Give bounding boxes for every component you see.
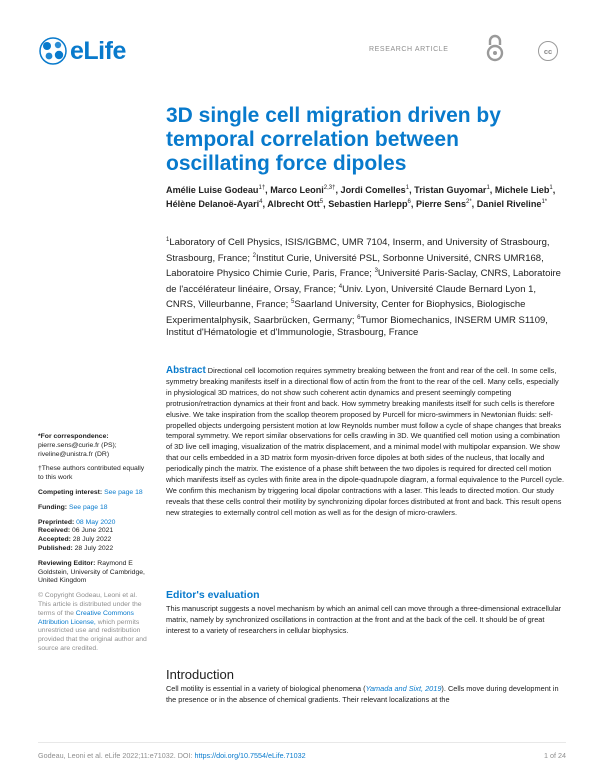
elife-logo-icon <box>38 36 68 66</box>
affiliation-text: Institut Curie, Université PSL, Sorbonne Université, CNRS UMR168, Laboratoire Physico Chimie Curie, Paris, France; <box>166 252 544 280</box>
author-name[interactable]: Daniel Riveline <box>476 198 542 209</box>
author-name[interactable]: Hélène Delanoë-Ayari <box>166 198 260 209</box>
preprinted-label: Preprinted: <box>38 518 75 526</box>
dates <box>38 519 150 554</box>
copyright-post: which permits unrestricted use and redistribution provided that the original author and source are credited. <box>38 618 147 652</box>
author-name[interactable]: Marco Leoni <box>270 185 324 196</box>
funding <box>38 504 150 513</box>
author-affiliation-marker: 1† <box>258 185 266 191</box>
reviewing-label: Reviewing Editor: <box>38 559 96 567</box>
competing-interest <box>38 489 150 498</box>
intro-text-post: ). Cells move during development in the presence or in the absence of chemical gradients. Their relevant localizations at the <box>166 684 559 704</box>
correspondence <box>38 433 150 459</box>
editors-evaluation-text: This manuscript suggests a novel mechanism by which an animal cell can move through a three-dimensional extracellular matrix, namely by synchronized oscillations in contraction at the front and at the back of the cell. It should be of great interest to a variety of researchers in cellular biophysics. <box>166 604 562 635</box>
abstract <box>166 366 564 519</box>
author-name[interactable]: Michele Lieb <box>494 185 550 196</box>
intro-citation-link[interactable]: Yamada and Sixt, 2019 <box>365 684 442 693</box>
equal-contribution-note: †These authors contributed equally to this work <box>38 465 145 482</box>
affiliation-text: Tumor Biomechanics, INSERM UMR S1109, Institut d'Hématologie et d'Immunologie, Strasbourg, France <box>166 314 548 339</box>
open-access-icon[interactable] <box>484 33 506 63</box>
reviewing-editor <box>38 560 150 586</box>
copyright <box>38 592 150 654</box>
author-affiliation-marker: 2,3† <box>323 185 336 191</box>
affiliations <box>166 234 561 340</box>
published-date: 28 July 2022 <box>74 544 114 552</box>
elife-logo[interactable] <box>38 36 126 66</box>
author-name[interactable]: Sebastien Harlepp <box>328 198 408 209</box>
affiliation-marker: 2 <box>252 252 256 259</box>
article-sidebar <box>38 433 150 660</box>
accepted-label: Accepted: <box>38 536 71 544</box>
introduction-heading: Introduction <box>166 667 234 682</box>
author-name[interactable]: Jordi Comelles <box>340 185 406 196</box>
competing-link[interactable]: See page 18 <box>104 488 143 496</box>
preprinted-date[interactable]: 08 May 2020 <box>76 518 116 526</box>
creative-commons-icon[interactable]: cc <box>538 41 558 61</box>
author-affiliation-marker: 2* <box>466 198 472 205</box>
affiliation-marker: 4 <box>338 283 343 290</box>
affiliation-text: Université Paris-Saclay, CNRS, Laboratoire de l'accélérateur linéaire, Orsay, France; <box>166 268 561 295</box>
reviewing-value: Raymond E Goldstein, University of Cambridge, United Kingdom <box>38 559 145 585</box>
affiliation-marker: 5 <box>290 299 295 306</box>
correspondence-emails[interactable]: pierre.sens@curie.fr (PS); riveline@unistra.fr (DR) <box>38 441 117 458</box>
introduction-text <box>166 684 564 706</box>
author-name[interactable]: Pierre Sens <box>415 198 466 209</box>
author-affiliation-marker: 1* <box>541 198 548 205</box>
affiliation-marker: 1 <box>166 237 170 243</box>
author-affiliation-marker: 5 <box>319 198 324 205</box>
author-name[interactable]: Albrecht Ott <box>267 198 320 209</box>
funding-label: Funding: <box>38 503 68 511</box>
article-type: RESEARCH ARTICLE <box>369 46 449 53</box>
editors-evaluation-heading: Editor's evaluation <box>166 589 260 601</box>
affiliation-text: Univ. Lyon, Université Claude Bernard Lyon 1, CNRS, Villeurbanne, France; <box>166 283 537 311</box>
footer-doi-link[interactable]: https://doi.org/10.7554/eLife.71032 <box>194 751 306 760</box>
affiliation-marker: 3 <box>374 268 378 275</box>
intro-text-pre: Cell motility is essential in a variety of biological phenomena ( <box>166 684 366 693</box>
author-affiliation-marker: 1 <box>486 185 490 191</box>
affiliation-text: Saarland University, Center for Biophysics, Biologische Experimentalphysik, Saarbrücken, Germany; <box>166 299 526 326</box>
author-affiliation-marker: 1 <box>549 185 553 191</box>
author-name[interactable]: Amélie Luise Godeau <box>166 185 259 196</box>
author-name[interactable]: Tristan Guyomar <box>414 185 487 196</box>
page-footer <box>38 751 566 760</box>
author-affiliation-marker: 6 <box>407 198 411 205</box>
published-label: Published: <box>38 544 73 552</box>
competing-label: Competing interest: <box>38 488 103 496</box>
author-affiliation-marker: 4 <box>259 198 263 205</box>
affiliation-marker: 6 <box>357 314 361 321</box>
funding-link[interactable]: See page 18 <box>68 503 108 511</box>
copyright-pre: © Copyright Godeau, Leoni et al. This article is distributed under the terms of the <box>38 592 142 617</box>
affiliation-text: Laboratory of Cell Physics, ISIS/IGBMC, UMR 7104, Inserm, and University of Strasbourg, Strasbourg, France; <box>166 237 550 264</box>
correspondence-label: *For correspondence: <box>38 433 109 440</box>
header <box>0 0 600 80</box>
received-label: Received: <box>38 527 71 535</box>
footer-divider <box>38 742 566 743</box>
logo-text: eLife <box>70 36 126 65</box>
received-date: 06 June 2021 <box>72 527 114 535</box>
author-affiliation-marker: 1 <box>405 185 410 191</box>
page-number: 1 of 24 <box>544 751 566 760</box>
accepted-date: 28 July 2022 <box>72 536 112 544</box>
article-title: 3D single cell migration driven by temporal correlation between oscillating force dipoles <box>166 104 501 175</box>
abstract-label: Abstract <box>166 365 206 376</box>
abstract-text: Directional cell locomotion requires symmetry breaking between the front and rear of the cell. In some cells, symmetry breaking manifests itself in a directional flow of actin from the front to the rear of the cell. Many cells, especially in physiological 3D matrices, do not show such coherent actin dynamics and present seemingly competing protrusion/retraction dynamics at their front and back. How symmetry breaking manifests itself for such cells is therefore elusive. We take inspiration from the scallop theorem proposed by Purcell for micro-swimmers in Newtonian fluids: self-propelled objects undergoing persistent motion at low Reynolds number must follow a cycle of shape changes that breaks temporal symmetry. We report similar observations for cells crawling in 3D. We quantified cell motion using a combination of 3D live cell imaging, visualization of the matrix displacement, and a minimal model with multipolar expansion. We show that our cells embedded in a 3D matrix form myosin-driven force dipoles at both sides of the nucleus, that locally and periodically pinch the matrix. The existence of a phase shift between the two dipoles is required for directed cell motion which manifests itself as cycles with finite area in the dipole-quadrupole diagram, a formal equivalence to the Purcell cycle. We confirm this mechanism by triggering local dipolar contractions with a laser. This leads to directed motion. Our study reveals that these cells control their motility by synchronizing dipolar forces distributed at front and back. This result opens new strategies to externally control cell motion as well as for the design of micro-crawlers. <box>166 366 564 517</box>
footer-citation: Godeau, Leoni et al. eLife 2022;11:e71032. DOI: <box>38 751 195 760</box>
author-list: Amélie Luise Godeau$^{1\dagger}$, Marco Leoni$^{2,3\dagger}$, Jordi Comelles$^1$, Tristan Guyomar$^1$, Michele Lieb$^1$, Hélène Delanoë-Ayari$^4$, Albrecht Ott$^5$, Sebastien Harlepp$^6$, Pierre Sens$^{2*}$, Daniel Riveline$^{1*}$ <box>166 185 556 209</box>
cc-license-link[interactable]: Creative Commons Attribution License, <box>38 609 134 626</box>
